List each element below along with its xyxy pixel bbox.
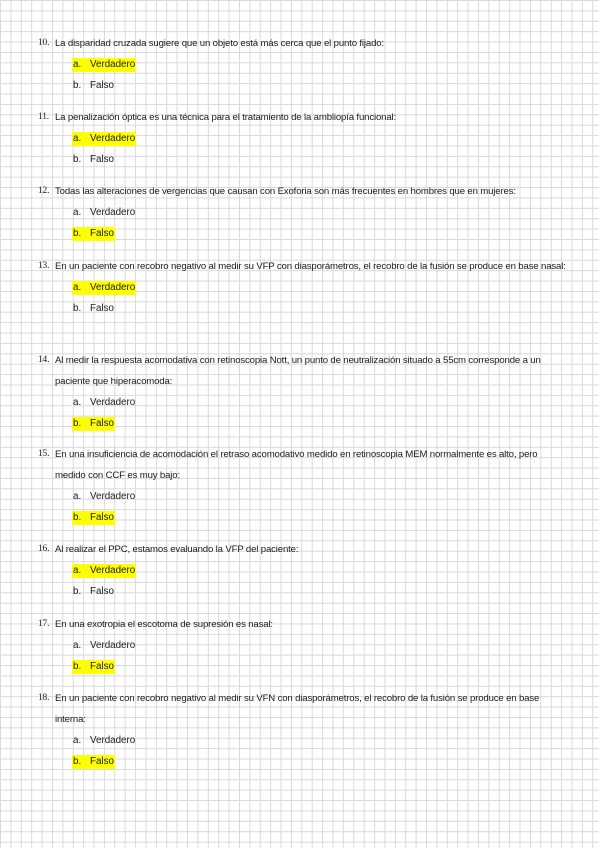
- question-18-option-b-mark: [72, 755, 115, 769]
- option-label: Falso: [90, 512, 114, 523]
- option-label: Falso: [90, 586, 114, 597]
- question-11-options: [38, 128, 568, 170]
- question-18-option-a[interactable]: [38, 730, 568, 751]
- question-17-number: 17.: [38, 619, 50, 629]
- question-16-options: [38, 560, 568, 602]
- question-12-option-a-mark: [72, 206, 136, 220]
- question-16-number: 16.: [38, 544, 50, 554]
- option-label: Falso: [90, 80, 114, 91]
- question-16-option-b[interactable]: [38, 581, 568, 602]
- question-13-number: 13.: [38, 261, 50, 271]
- question-14-options: [38, 392, 568, 434]
- question-16-option-a[interactable]: [38, 560, 568, 581]
- question-10: [38, 33, 568, 96]
- question-12: [38, 181, 568, 244]
- option-label: Verdadero: [90, 133, 136, 144]
- question-13-option-a-mark: [72, 281, 136, 295]
- option-letter: b.: [73, 756, 82, 767]
- question-15-option-b[interactable]: [38, 507, 568, 528]
- question-18-option-a-mark: [72, 734, 136, 748]
- question-11: [38, 107, 568, 170]
- question-13-text: En un paciente con recobro negativo al medir su VFP con diasporámetros, el recobro de la fusión se produce en base nasal:: [55, 261, 566, 272]
- question-13: [38, 256, 568, 319]
- question-10-options: [38, 54, 568, 96]
- option-letter: a.: [73, 565, 82, 576]
- question-12-option-b-mark: [72, 227, 115, 241]
- option-letter: b.: [73, 418, 82, 429]
- option-label: Falso: [90, 303, 114, 314]
- option-letter: a.: [73, 640, 82, 651]
- option-letter: a.: [73, 491, 82, 502]
- question-14-option-a-mark: [72, 396, 136, 410]
- question-11-option-b-mark: [72, 153, 115, 167]
- question-11-number: 11.: [38, 112, 49, 122]
- question-18-text: En un paciente con recobro negativo al medir su VFN con diasporámetros, el recobro de la fusión se produce en base interna:: [55, 693, 540, 725]
- question-12-text: Todas las alteraciones de vergencias que causan con Exoforia son más frecuentes en hombres que en mujeres:: [55, 186, 516, 197]
- question-10-number: 10.: [38, 38, 50, 48]
- question-17-text: En una exotropia el escotoma de supresión es nasal:: [55, 619, 273, 630]
- question-15-number: 15.: [38, 449, 50, 459]
- question-10-text: La disparidad cruzada sugiere que un objeto está más cerca que el punto fijado:: [55, 38, 384, 49]
- question-11-prompt: [38, 107, 568, 128]
- option-label: Falso: [90, 418, 114, 429]
- option-label: Verdadero: [90, 207, 136, 218]
- option-letter: a.: [73, 282, 82, 293]
- option-label: Verdadero: [90, 735, 136, 746]
- question-16: [38, 539, 568, 602]
- option-letter: a.: [73, 133, 82, 144]
- question-14: [38, 350, 568, 434]
- question-15-options: [38, 486, 568, 528]
- question-11-option-a[interactable]: [38, 128, 568, 149]
- question-16-option-a-mark: [72, 564, 136, 578]
- option-letter: b.: [73, 228, 82, 239]
- question-18-prompt: [38, 688, 568, 730]
- question-15-option-a-mark: [72, 490, 136, 504]
- question-17-option-b[interactable]: [38, 656, 568, 677]
- option-letter: b.: [73, 154, 82, 165]
- question-16-prompt: [38, 539, 568, 560]
- question-14-option-b-mark: [72, 417, 115, 431]
- question-14-option-a[interactable]: [38, 392, 568, 413]
- option-label: Falso: [90, 228, 114, 239]
- question-17-option-b-mark: [72, 660, 115, 674]
- question-17: [38, 614, 568, 677]
- question-16-text: Al realizar el PPC, estamos evaluando la VFP del paciente:: [55, 544, 299, 555]
- question-12-option-a[interactable]: [38, 202, 568, 223]
- option-label: Falso: [90, 661, 114, 672]
- option-label: Verdadero: [90, 397, 136, 408]
- question-11-text: La penalización óptica es una técnica para el tratamiento de la ambliopía funcional:: [55, 112, 396, 123]
- question-14-text: Al medir la respuesta acomodativa con retinoscopia Nott, un punto de neutralización situado a 55cm corresponde a un paciente que hiperacomoda:: [55, 355, 541, 387]
- question-12-option-b[interactable]: [38, 223, 568, 244]
- option-label: Verdadero: [90, 491, 136, 502]
- question-15-text: En una insuficiencia de acomodación el retraso acomodativo medido en retinoscopia MEM normalmente es alto, pero medido con CCF es muy bajo:: [55, 449, 538, 481]
- question-16-option-b-mark: [72, 585, 115, 599]
- option-letter: b.: [73, 661, 82, 672]
- question-11-option-a-mark: [72, 132, 136, 146]
- option-label: Verdadero: [90, 565, 136, 576]
- option-label: Verdadero: [90, 59, 136, 70]
- option-letter: a.: [73, 207, 82, 218]
- option-letter: a.: [73, 59, 82, 70]
- option-label: Verdadero: [90, 640, 136, 651]
- question-15-prompt: [38, 444, 568, 486]
- question-13-option-b[interactable]: [38, 298, 568, 319]
- option-label: Falso: [90, 154, 114, 165]
- question-10-option-b[interactable]: [38, 75, 568, 96]
- question-14-option-b[interactable]: [38, 413, 568, 434]
- question-13-prompt: [38, 256, 568, 277]
- option-letter: b.: [73, 586, 82, 597]
- question-13-option-b-mark: [72, 302, 115, 316]
- question-18-option-b[interactable]: [38, 751, 568, 772]
- question-17-prompt: [38, 614, 568, 635]
- question-12-prompt: [38, 181, 568, 202]
- question-17-options: [38, 635, 568, 677]
- question-13-option-a[interactable]: [38, 277, 568, 298]
- option-letter: a.: [73, 397, 82, 408]
- question-12-number: 12.: [38, 186, 50, 196]
- question-18-options: [38, 730, 568, 772]
- question-17-option-a-mark: [72, 639, 136, 653]
- option-letter: b.: [73, 512, 82, 523]
- question-15-option-b-mark: [72, 511, 115, 525]
- question-13-options: [38, 277, 568, 319]
- question-12-options: [38, 202, 568, 244]
- question-10-option-b-mark: [72, 79, 115, 93]
- question-11-option-b[interactable]: [38, 149, 568, 170]
- option-letter: b.: [73, 303, 82, 314]
- option-letter: a.: [73, 735, 82, 746]
- question-14-number: 14.: [38, 355, 50, 365]
- question-14-prompt: [38, 350, 568, 392]
- question-10-prompt: [38, 33, 568, 54]
- question-17-option-a[interactable]: [38, 635, 568, 656]
- option-label: Verdadero: [90, 282, 136, 293]
- question-10-option-a[interactable]: [38, 54, 568, 75]
- question-15: [38, 444, 568, 528]
- question-18: [38, 688, 568, 772]
- question-18-number: 18.: [38, 693, 50, 703]
- option-letter: b.: [73, 80, 82, 91]
- question-15-option-a[interactable]: [38, 486, 568, 507]
- option-label: Falso: [90, 756, 114, 767]
- question-10-option-a-mark: [72, 58, 136, 72]
